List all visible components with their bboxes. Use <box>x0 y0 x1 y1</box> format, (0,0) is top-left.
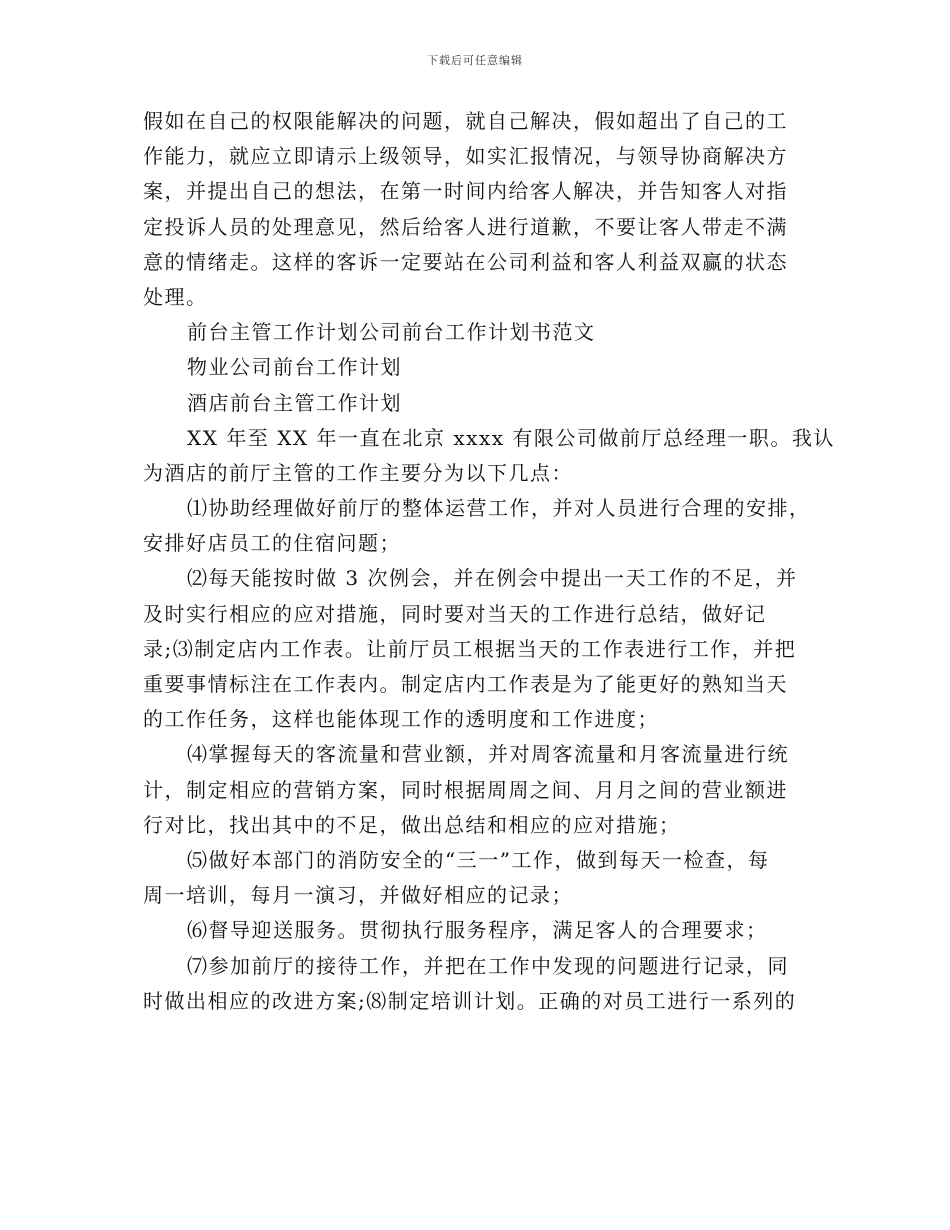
related-title: 前台主管工作计划公司前台工作计划书范文 <box>187 320 596 345</box>
text-line: 意的情绪走。这样的客诉一定要站在公司利益和客人利益双赢的状态 <box>143 249 788 274</box>
list-item-start: ⑺参加前厅的接待工作，并把在工作中发现的问题进行记录，同 <box>187 953 789 978</box>
page-header: 下载后可任意编辑 <box>427 54 523 67</box>
list-item-start: ⑸做好本部门的消防安全的“三一”工作，做到每天一检查，每 <box>187 847 770 872</box>
text-line: 计，制定相应的营销方案，同时根据周周之间、月月之间的营业额进 <box>143 777 788 802</box>
document-body <box>143 104 835 1019</box>
text-line: 为酒店的前厅主管的工作主要分为以下几点： <box>143 460 573 485</box>
section-title: 酒店前台主管工作计划 <box>187 390 402 415</box>
list-item-start: ⑹督导迎送服务。贯彻执行服务程序，满足客人的合理要求； <box>187 918 768 943</box>
text-line: 录;⑶制定店内工作表。让前厅员工根据当天的工作表进行工作，并把 <box>143 636 797 661</box>
text-line: 定投诉人员的处理意见，然后给客人进行道歉，不要让客人带走不满 <box>143 214 788 239</box>
list-item-start: ⑵每天能按时做 3 次例会，并在例会中提出一天工作的不足，并 <box>187 566 798 591</box>
text-line: 重要事情标注在工作表内。制定店内工作表是为了能更好的熟知当天 <box>143 672 788 696</box>
related-title: 物业公司前台工作计划 <box>187 355 402 380</box>
text-line: 处理。 <box>143 284 208 309</box>
text-line: 安排好店员工的住宿问题； <box>143 531 401 556</box>
text-line: 周一培训，每月一演习，并做好相应的记录； <box>143 883 573 908</box>
text-line: 假如在自己的权限能解决的问题，就自己解决，假如超出了自己的工 <box>143 109 788 133</box>
text-line: 行对比，找出其中的不足，做出总结和相应的应对措施； <box>143 812 681 837</box>
list-item-start: ⑴协助经理做好前厅的整体运营工作，并对人员进行合理的安排， <box>187 496 811 521</box>
text-line: 作能力，就应立即请示上级领导，如实汇报情况，与领导协商解决方 <box>143 144 788 169</box>
text-line: 的工作任务，这样也能体现工作的透明度和工作进度； <box>143 707 659 732</box>
text-line: 时做出相应的改进方案;⑻制定培训计划。正确的对员工进行一系列的 <box>143 988 797 1013</box>
paragraph-start: XX 年至 XX 年一直在北京 xxxx 有限公司做前厅总经理一职。我认 <box>187 425 835 450</box>
list-item-start: ⑷掌握每天的客流量和营业额，并对周客流量和月客流量进行统 <box>187 742 789 767</box>
text-line: 案，并提出自己的想法，在第一时间内给客人解决，并告知客人对指 <box>143 179 788 204</box>
text-line: 及时实行相应的应对措施，同时要对当天的工作进行总结，做好记 <box>143 601 767 626</box>
